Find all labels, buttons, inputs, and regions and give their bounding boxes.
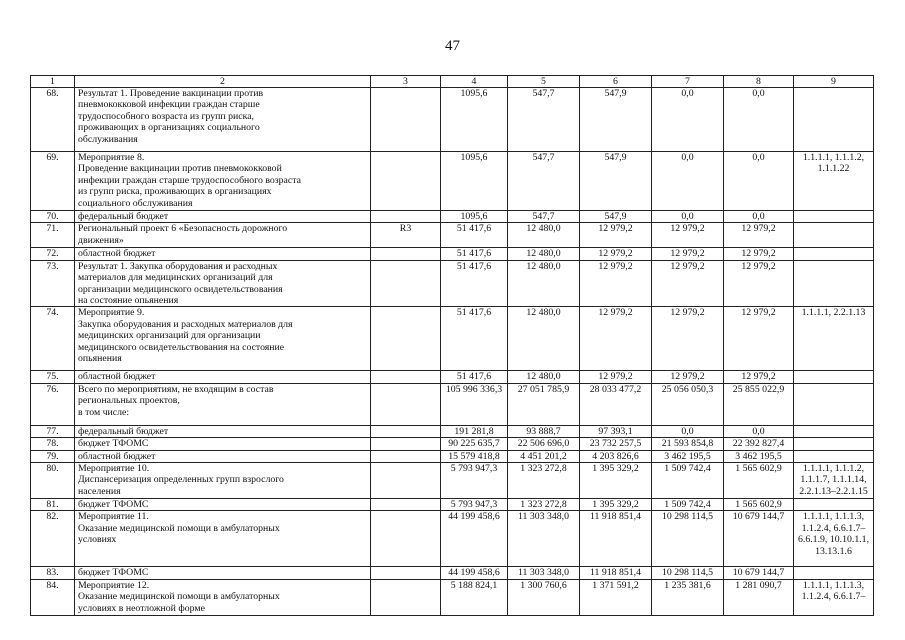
row-number-cell: 71. [31,223,75,248]
budget-table [30,75,874,616]
row-name-cell [75,383,371,425]
column-header-9: 9 [794,76,874,88]
year-value-cell: 12 979,2 [652,248,724,260]
project-code-cell [371,511,441,567]
project-code-cell [371,567,441,579]
table-row [31,511,874,567]
year-value-cell: 0,0 [724,211,794,223]
row-name-cell [75,499,371,511]
row-number-cell: 72. [31,248,75,260]
column-header-4: 4 [441,76,508,88]
indicator-ref-cell-line: 1.1.1.1, 1.1.1.2, [802,463,865,475]
row-number-cell: 75. [31,371,75,383]
indicator-ref-cell [794,307,874,371]
indicator-ref-cell-line: 1.1.1.7, 1.1.1.14, [800,474,867,486]
year-value-cell: 11 303 348,0 [508,567,580,579]
year-value-cell: 10 298 114,5 [652,511,724,567]
row-name-cell-line: Результат 1. Проведение вакцинации против [78,88,264,99]
row-name-cell-line: региональных проектов, [78,395,180,407]
row-number-cell: 80. [31,463,75,499]
year-value-cell: 547,7 [508,211,580,223]
row-name-cell-line: условиях [78,534,117,546]
total-value-cell: 5 188 824,1 [441,579,508,615]
year-value-cell: 4 451 201,2 [508,450,580,462]
year-value-cell: 11 918 851,4 [580,567,652,579]
table-row [31,260,874,307]
year-value-cell: 0,0 [652,425,724,437]
year-value-cell: 25 056 050,3 [652,383,724,425]
total-value-cell: 1095,6 [441,88,508,152]
row-name-cell-line: обслуживания [78,133,138,145]
row-number-cell: 74. [31,307,75,371]
row-name-cell-line: Оказание медицинской помощи в амбулаторных [78,522,280,534]
indicator-ref-cell [794,579,874,615]
row-number-cell: 77. [31,425,75,437]
total-value-cell: 51 417,6 [441,248,508,260]
row-name-cell-line: областной бюджет [78,450,156,462]
row-number-cell: 76. [31,383,75,425]
project-code-cell: R3 [371,223,441,248]
year-value-cell: 1 509 742,4 [652,499,724,511]
total-value-cell: 51 417,6 [441,371,508,383]
row-name-cell-line: организации медицинского освидетельствования [78,283,283,295]
total-value-cell: 51 417,6 [441,260,508,307]
row-number-cell: 73. [31,260,75,307]
row-name-cell [75,511,371,567]
year-value-cell: 1 395 329,2 [580,499,652,511]
row-name-cell [75,438,371,450]
year-value-cell: 25 855 022,9 [724,383,794,425]
total-value-cell: 191 281,8 [441,425,508,437]
year-value-cell: 12 979,2 [724,223,794,248]
indicator-ref-cell [794,371,874,383]
row-name-cell-line: бюджет ТФОМС [78,438,149,450]
row-name-cell-line: на состояние опьянения [78,295,179,307]
row-name-cell [75,211,371,223]
indicator-ref-cell [794,211,874,223]
row-number-cell: 83. [31,567,75,579]
table-row [31,223,874,248]
row-name-cell [75,567,371,579]
row-name-cell [75,371,371,383]
total-value-cell: 44 199 458,6 [441,511,508,567]
project-code-cell [371,88,441,152]
year-value-cell: 12 979,2 [652,307,724,371]
indicator-ref-cell [794,248,874,260]
project-code-cell [371,463,441,499]
table-row [31,88,874,152]
indicator-ref-cell-line: 6.6.1.9, 10.10.1.1, [797,534,870,546]
row-number-cell: 81. [31,499,75,511]
row-name-cell [75,248,371,260]
total-value-cell: 51 417,6 [441,223,508,248]
year-value-cell: 1 235 381,6 [652,579,724,615]
year-value-cell: 0,0 [724,152,794,211]
year-value-cell: 12 979,2 [724,248,794,260]
indicator-ref-cell-line: 1.1.2.4, 6.6.1.7– [801,591,866,603]
indicator-ref-cell [794,425,874,437]
year-value-cell: 1 395 329,2 [580,463,652,499]
year-value-cell: 12 979,2 [580,371,652,383]
year-value-cell: 12 480,0 [508,260,580,307]
project-code-cell [371,579,441,615]
total-value-cell: 5 793 947,3 [441,463,508,499]
indicator-ref-cell-line: 1.1.2.4, 6.6.1.7– [801,522,866,534]
year-value-cell: 0,0 [724,88,794,152]
year-value-cell: 547,9 [580,88,652,152]
indicator-ref-cell-line: 1.1.1.22 [817,163,850,175]
row-name-cell [75,425,371,437]
indicator-ref-cell [794,567,874,579]
year-value-cell: 12 480,0 [508,223,580,248]
indicator-ref-cell-line: 1.1.1.1, 1.1.1.3, [802,511,865,523]
row-name-cell-line: Региональный проект 6 «Безопасность дорожного [78,223,288,235]
row-number-cell: 68. [31,88,75,152]
year-value-cell: 12 979,2 [724,260,794,307]
row-number-cell: 69. [31,152,75,211]
indicator-ref-cell [794,383,874,425]
row-name-cell-line: из групп риска, проживающих в организациях [78,186,272,198]
total-value-cell: 105 996 336,3 [441,383,508,425]
project-code-cell [371,152,441,211]
row-name-cell-line: условиях в неотложной форме [78,602,205,614]
row-name-cell [75,88,371,152]
indicator-ref-cell-line: 1.1.1.1, 1.1.1.2, [802,152,865,163]
indicator-ref-cell-line: 1.1.1.1, 1.1.1.3, [802,579,865,591]
column-header-2: 2 [75,76,371,88]
row-name-cell [75,463,371,499]
indicator-ref-cell [794,450,874,462]
year-value-cell: 3 462 195,5 [652,450,724,462]
indicator-ref-cell [794,88,874,152]
project-code-cell [371,248,441,260]
year-value-cell: 97 393,1 [580,425,652,437]
year-value-cell: 1 281 090,7 [724,579,794,615]
table-row [31,371,874,383]
row-name-cell-line: медицинских организаций для организации [78,330,261,342]
project-code-cell [371,371,441,383]
year-value-cell: 0,0 [724,425,794,437]
year-value-cell: 12 979,2 [580,307,652,371]
row-number-cell: 84. [31,579,75,615]
row-number-cell: 78. [31,438,75,450]
column-header-7: 7 [652,76,724,88]
project-code-cell [371,211,441,223]
project-code-cell [371,260,441,307]
row-name-cell-line: трудоспособного возраста из групп риска, [78,110,255,122]
row-name-cell-line: материалов для медицинских организаций для [78,272,273,284]
row-name-cell-line: федеральный бюджет [78,425,169,437]
row-name-cell-line: Всего по мероприятиям, не входящим в состав [78,383,274,395]
row-name-cell [75,223,371,248]
row-name-cell-line: бюджет ТФОМС [78,499,149,511]
project-code-cell [371,499,441,511]
row-name-cell-line: федеральный бюджет [78,211,169,222]
project-code-cell [371,383,441,425]
row-name-cell-line: Диспансеризация определенных групп взрослого [78,474,284,486]
row-number-cell: 70. [31,211,75,223]
row-name-cell-line: проживающих в организациях социального [78,122,260,134]
year-value-cell: 12 979,2 [652,371,724,383]
column-header-3: 3 [371,76,441,88]
year-value-cell: 1 509 742,4 [652,463,724,499]
row-name-cell-line: опьянения [78,353,122,365]
indicator-ref-cell-line: 13.13.1.6 [815,545,852,557]
column-header-1: 1 [31,76,75,88]
year-value-cell: 12 979,2 [724,307,794,371]
row-number-cell: 82. [31,511,75,567]
row-name-cell-line: населения [78,485,121,497]
row-name-cell-line: Мероприятие 11. [78,511,149,523]
row-name-cell-line: областной бюджет [78,371,156,383]
project-code-cell [371,307,441,371]
year-value-cell: 0,0 [652,88,724,152]
year-value-cell: 0,0 [652,211,724,223]
year-value-cell: 12 480,0 [508,371,580,383]
table-row [31,383,874,425]
row-name-cell-line: Мероприятие 12. [78,579,150,591]
indicator-ref-cell [794,438,874,450]
year-value-cell: 22 506 696,0 [508,438,580,450]
row-name-cell-line: в том числе: [78,406,130,418]
project-code-cell [371,450,441,462]
year-value-cell: 12 979,2 [580,223,652,248]
row-name-cell [75,450,371,462]
year-value-cell: 1 300 760,6 [508,579,580,615]
row-name-cell-line: инфекции граждан старше трудоспособного возраста [78,174,301,186]
table-row [31,567,874,579]
indicator-ref-cell [794,499,874,511]
year-value-cell: 12 480,0 [508,248,580,260]
year-value-cell: 10 679 144,7 [724,511,794,567]
total-value-cell: 90 225 635,7 [441,438,508,450]
table-row [31,211,874,223]
year-value-cell: 547,7 [508,88,580,152]
year-value-cell: 93 888,7 [508,425,580,437]
row-name-cell [75,152,371,211]
row-name-cell [75,260,371,307]
table-row [31,425,874,437]
total-value-cell: 44 199 458,6 [441,567,508,579]
year-value-cell: 1 565 602,9 [724,499,794,511]
year-value-cell: 12 979,2 [580,260,652,307]
total-value-cell: 1095,6 [441,152,508,211]
row-name-cell-line: областной бюджет [78,248,156,260]
table-row [31,248,874,260]
indicator-ref-cell [794,223,874,248]
row-name-cell [75,307,371,371]
total-value-cell: 15 579 418,8 [441,450,508,462]
total-value-cell: 5 793 947,3 [441,499,508,511]
row-number-cell: 79. [31,450,75,462]
year-value-cell: 0,0 [652,152,724,211]
indicator-ref-cell-line: 1.1.1.1, 2.2.1.13 [801,307,866,319]
column-header-6: 6 [580,76,652,88]
row-name-cell-line: социального обслуживания [78,197,193,209]
year-value-cell: 12 979,2 [580,248,652,260]
year-value-cell: 547,7 [508,152,580,211]
row-name-cell-line: Проведение вакцинации против пневмококковой [78,163,282,175]
table-row [31,438,874,450]
table-row [31,152,874,211]
total-value-cell: 1095,6 [441,211,508,223]
row-name-cell-line: бюджет ТФОМС [78,567,149,579]
year-value-cell: 27 051 785,9 [508,383,580,425]
year-value-cell: 12 480,0 [508,307,580,371]
row-name-cell-line: медицинского освидетельствования на состояние [78,341,285,353]
row-name-cell-line: Результат 1. Закупка оборудования и расходных [78,260,278,272]
indicator-ref-cell [794,260,874,307]
year-value-cell: 10 298 114,5 [652,567,724,579]
year-value-cell: 547,9 [580,152,652,211]
indicator-ref-cell [794,511,874,567]
row-name-cell-line: Мероприятие 10. [78,463,150,475]
year-value-cell: 12 979,2 [652,223,724,248]
year-value-cell: 28 033 477,2 [580,383,652,425]
table-row [31,463,874,499]
row-name-cell-line: Закупка оборудования и расходных материалов для [78,318,293,330]
table-row [31,579,874,615]
indicator-ref-cell [794,463,874,499]
row-name-cell [75,579,371,615]
year-value-cell: 22 392 827,4 [724,438,794,450]
year-value-cell: 1 371 591,2 [580,579,652,615]
row-name-cell-line: движения» [78,234,124,246]
column-header-8: 8 [724,76,794,88]
year-value-cell: 12 979,2 [724,371,794,383]
table-row [31,450,874,462]
year-value-cell: 10 679 144,7 [724,567,794,579]
row-name-cell-line: Мероприятие 8. [78,152,145,163]
year-value-cell: 1 323 272,8 [508,499,580,511]
total-value-cell: 51 417,6 [441,307,508,371]
year-value-cell: 1 565 602,9 [724,463,794,499]
year-value-cell: 11 918 851,4 [580,511,652,567]
page-number: 47 [445,38,460,54]
year-value-cell: 12 979,2 [652,260,724,307]
year-value-cell: 11 303 348,0 [508,511,580,567]
column-header-5: 5 [508,76,580,88]
row-name-cell-line: Оказание медицинской помощи в амбулаторных [78,591,280,603]
year-value-cell: 1 323 272,8 [508,463,580,499]
year-value-cell: 23 732 257,5 [580,438,652,450]
table-row [31,307,874,371]
indicator-ref-cell-line: 2.2.1.13–2.2.1.15 [799,485,868,497]
project-code-cell [371,425,441,437]
row-name-cell-line: Мероприятие 9. [78,307,145,319]
table-row [31,499,874,511]
row-name-cell-line: пневмококковой инфекции граждан старше [78,99,260,111]
year-value-cell: 3 462 195,5 [724,450,794,462]
indicator-ref-cell [794,152,874,211]
year-value-cell: 547,9 [580,211,652,223]
year-value-cell: 21 593 854,8 [652,438,724,450]
year-value-cell: 4 203 826,6 [580,450,652,462]
project-code-cell [371,438,441,450]
table-header-row [31,76,874,88]
